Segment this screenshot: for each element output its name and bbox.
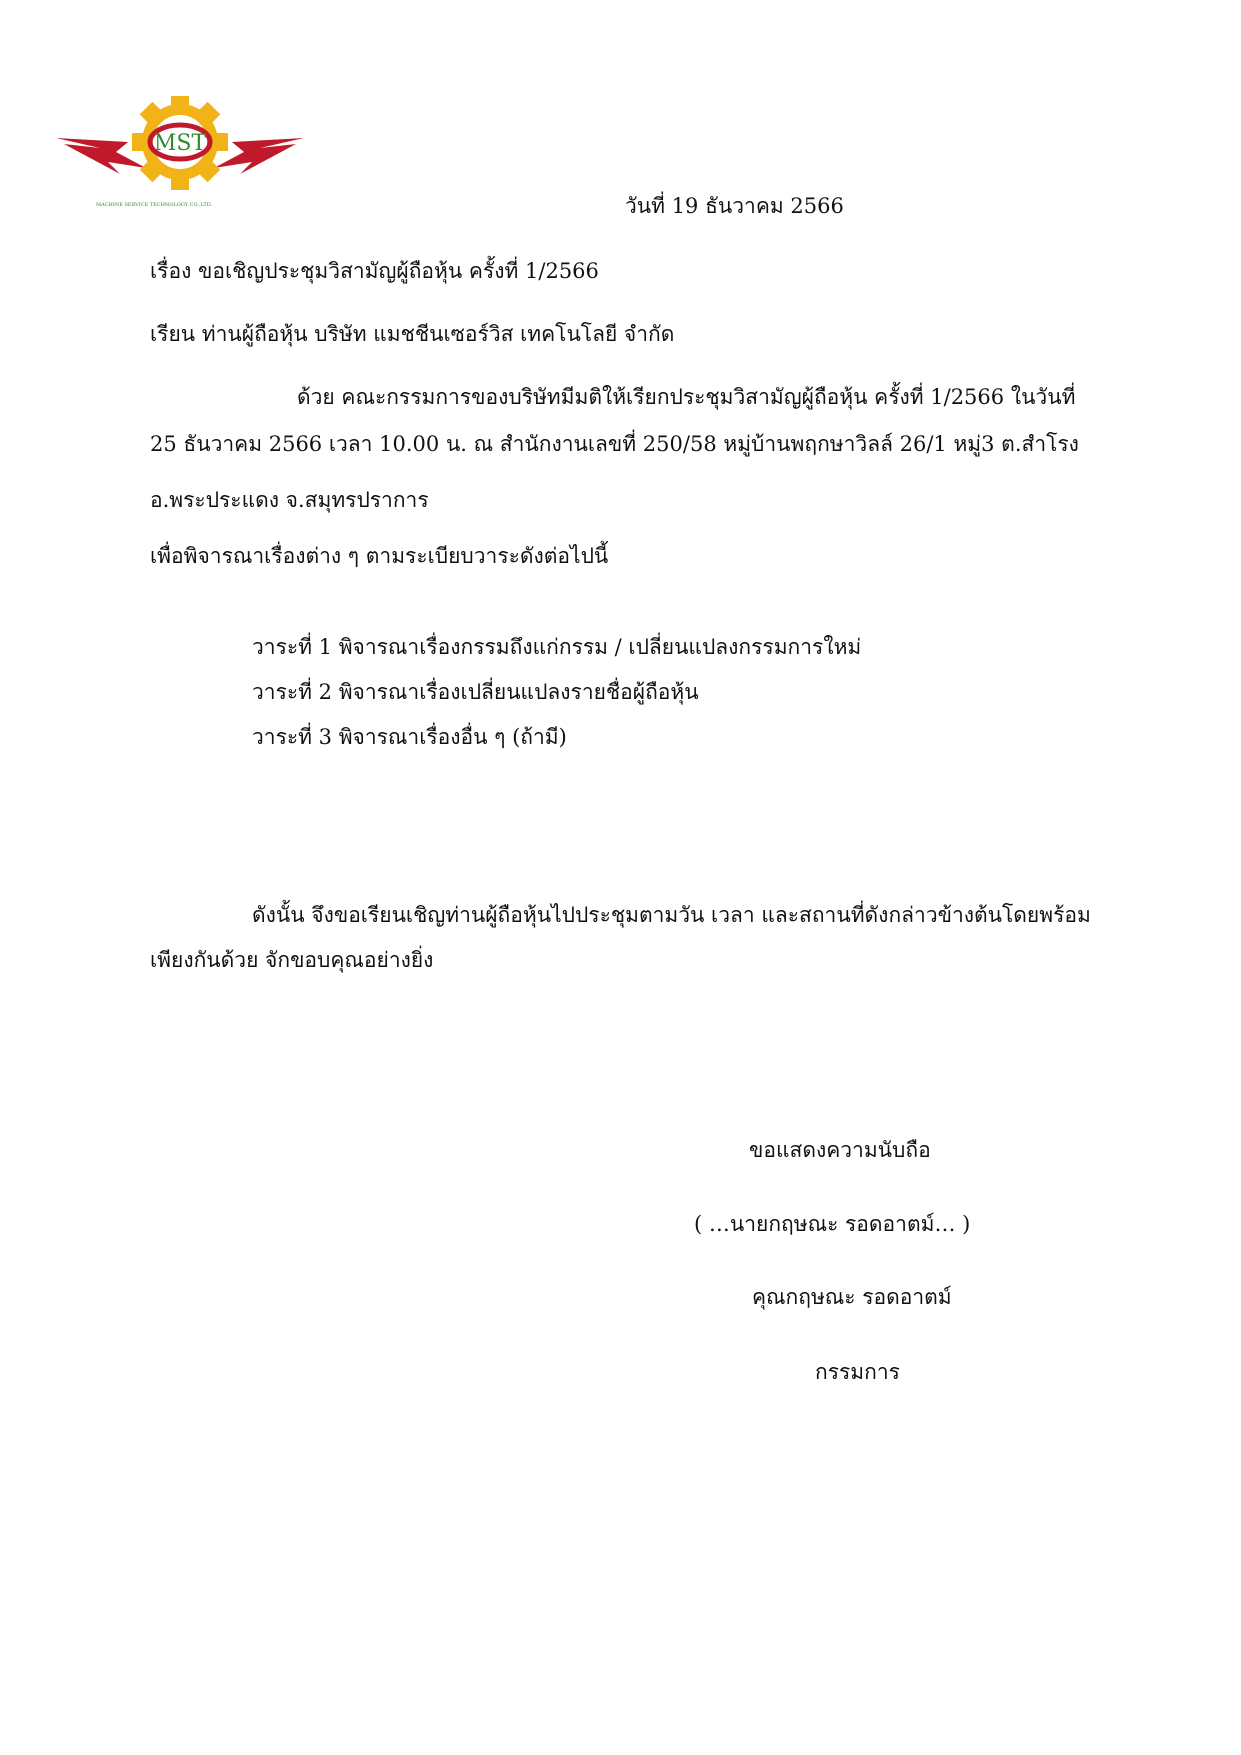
signature-signed-name: ( …นายกฤษณะ รอดอาตม์… )	[694, 1212, 971, 1236]
mst-logo-graphic	[56, 96, 304, 214]
letter-recipient: เรียน ท่านผู้ถือหุ้น บริษัท แมชชีนเซอร์วิส เทคโนโลยี จำกัด	[150, 322, 675, 346]
signature-regards: ขอแสดงความนับถือ	[749, 1138, 931, 1162]
body-line-1: ด้วย คณะกรรมการของบริษัทมีมติให้เรียกประชุมวิสามัญผู้ถือหุ้น ครั้งที่ 1/2566 ในวันที่	[297, 385, 1076, 409]
letter-date: วันที่ 19 ธันวาคม 2566	[625, 194, 844, 218]
agenda-item-3: วาระที่ 3 พิจารณาเรื่องอื่น ๆ (ถ้ามี)	[252, 725, 567, 749]
signature-name: คุณกฤษณะ รอดอาตม์	[752, 1285, 952, 1309]
closing-line-2: เพียงกันด้วย จักขอบคุณอย่างยิ่ง	[150, 948, 434, 972]
company-logo	[56, 96, 304, 214]
body-line-4: เพื่อพิจารณาเรื่องต่าง ๆ ตามระเบียบวาระดังต่อไปนี้	[150, 544, 609, 568]
agenda-item-2: วาระที่ 2 พิจารณาเรื่องเปลี่ยนแปลงรายชื่อผู้ถือหุ้น	[252, 680, 699, 704]
logo-text: MST	[153, 131, 207, 156]
body-line-2: 25 ธันวาคม 2566 เวลา 10.00 น. ณ สำนักงานเลขที่ 250/58 หมู่บ้านพฤกษาวิลล์ 26/1 หมู่3 ต.สำโรง	[150, 432, 1079, 456]
closing-line-1: ดังนั้น จึงขอเรียนเชิญท่านผู้ถือหุ้นไปประชุมตามวัน เวลา และสถานที่ดังกล่าวข้างต้นโดยพร้อม	[252, 903, 1091, 927]
agenda-item-1: วาระที่ 1 พิจารณาเรื่องกรรมถึงแก่กรรม / เปลี่ยนแปลงกรรมการใหม่	[252, 635, 862, 659]
letter-subject: เรื่อง ขอเชิญประชุมวิสามัญผู้ถือหุ้น ครั้งที่ 1/2566	[150, 259, 599, 283]
logo-caption: MACHINE SERVICE TECHNOLOGY CO.,LTD.	[96, 202, 213, 208]
gear-icon	[132, 96, 228, 190]
signature-position: กรรมการ	[815, 1360, 900, 1384]
body-line-3: อ.พระประแดง จ.สมุทรปราการ	[150, 488, 429, 512]
